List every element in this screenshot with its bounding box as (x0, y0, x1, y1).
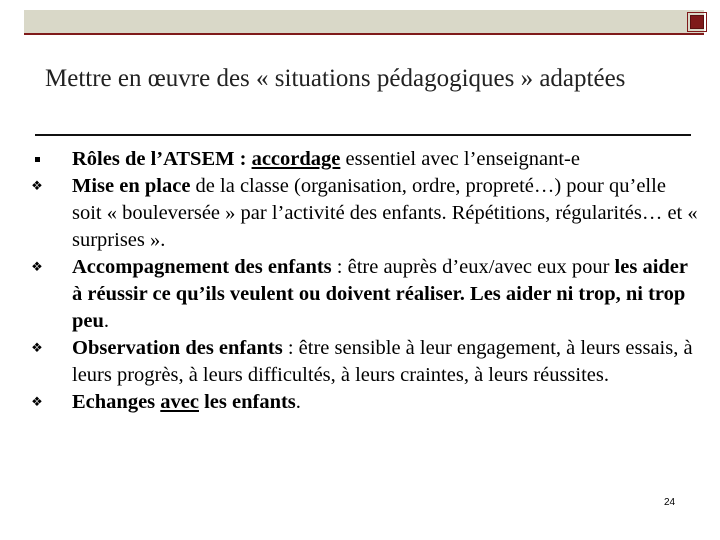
bullet-text: Echanges (72, 391, 161, 413)
bullet-text: de la classe (organisation, ordre, propreté…) pour qu’elle soit « bouleversée » par l’activité des enfants. Répétitions, régularités… et « surprises ». (72, 175, 698, 251)
bullet-text: Mise en place (72, 175, 191, 197)
bullet-item-echanges (30, 389, 700, 416)
bullet-text: Rôles de l’ATSEM : (72, 148, 252, 170)
bullet-text: : être auprès d’eux/avec eux pour (331, 256, 615, 278)
bullet-text: . (295, 391, 301, 413)
slide-title: Mettre en œuvre des « situations pédagogiques » adaptées (45, 65, 626, 92)
bullet-text: Accompagnement des enfants (72, 256, 332, 278)
header-band (24, 10, 704, 35)
bullet-text: avec (160, 391, 199, 413)
bullet-text: Observation des enfants (72, 337, 283, 359)
bullet-item-roles (30, 146, 700, 173)
chevron-bullet-icon: ❖ (31, 395, 43, 410)
bullet-text: les aider à réussir ce qu’ils veulent ou doivent réaliser. Les aider ni trop, ni trop peu (72, 256, 688, 332)
bullet-item-accompagnement (30, 254, 700, 335)
bullet-text: essentiel avec l’enseignant-e (340, 148, 580, 170)
bullet-item-mise-en-place (30, 173, 700, 254)
bullet-list (30, 146, 700, 416)
corner-square-icon (690, 15, 704, 29)
chevron-bullet-icon: ❖ (31, 260, 43, 275)
bullet-text: accordage (251, 148, 341, 170)
bullet-text: : être sensible à leur engagement, à leurs essais, à leurs progrès, à leurs difficultés, à leurs craintes, à leurs réussites. (72, 337, 693, 386)
bullet-text: les enfants (198, 391, 296, 413)
chevron-bullet-icon: ❖ (31, 341, 43, 356)
bullet-item-observation (30, 335, 700, 389)
title-divider (35, 134, 691, 136)
square-bullet-icon (30, 146, 44, 173)
bullet-text: . (103, 310, 110, 332)
page-number: 24 (664, 497, 676, 508)
chevron-bullet-icon: ❖ (31, 179, 43, 194)
